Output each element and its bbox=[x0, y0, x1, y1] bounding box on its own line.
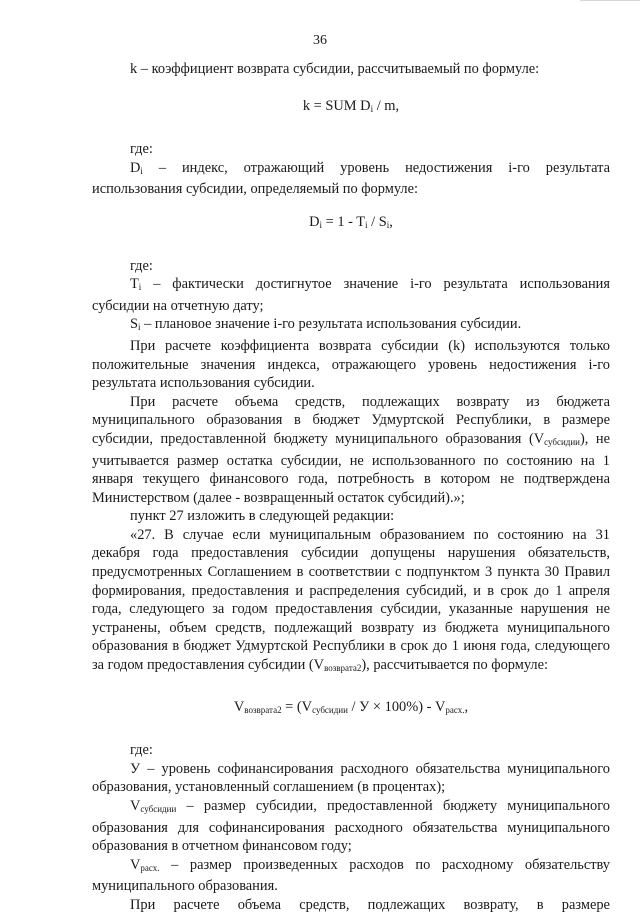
last-line-word: При bbox=[130, 896, 156, 913]
d-definition: $D_i$ – индекс, отражающий уровень недостижения i-го результата использования субсидии, определяемый по формуле: bbox=[92, 159, 610, 198]
where-label-3: где: bbox=[130, 742, 153, 759]
last-line-word: расчете bbox=[173, 896, 220, 913]
s-definition: $S_i$ – плановое значение i-го результата использования субсидии. bbox=[130, 316, 522, 333]
where-label-2: где: bbox=[130, 257, 153, 274]
document-body bbox=[92, 60, 610, 915]
point27-paragraph: «27. В случае если муниципальным образованием по состоянию на 31 декабря года предоставления субсидии допущены нарушения обязательств, предусмотренных Соглашением в соответствии с подпунктом 3 пункта 30 Правил формирования, предоставления и распределения субсидий, и в срок до 1 апреля года, следующего за годом предоставления субсидии, указанные нарушения не устранены, объем средств, подлежащий возврату из бюджета муниципального образования в бюджет Удмуртской Республики в срок до 1 июня года, следующего за годом предоставления субсидии $(V_{возврата2})$, рассчитывается по формуле: bbox=[92, 526, 610, 674]
last-line-word: средств, bbox=[299, 896, 350, 913]
formula-d: $D_i = 1 - T_i / S_i$, bbox=[309, 213, 393, 230]
k-intro-paragraph: k – коэффициент возврата субсидии, рассчитываемый по формуле: bbox=[130, 61, 540, 77]
where-label-1: где: bbox=[130, 141, 153, 158]
k-calculation-paragraph: При расчете коэффициента возврата субсидии (k) используются только положительные значения индекса, отражающего уровень недостижения i-го результата использования субсидии. bbox=[92, 337, 610, 392]
last-line-word: подлежащих bbox=[367, 896, 446, 913]
last-line-word: размере bbox=[561, 896, 610, 913]
scan-edge-mark bbox=[580, 0, 640, 1]
vexpense-definition: $V_{расх.}$ – размер произведенных расходов по расходному обязательству муниципального образования. bbox=[92, 856, 610, 895]
y-definition: У – уровень софинансирования расходного обязательства муниципального образования, установленный соглашением (в процентах); bbox=[92, 760, 610, 796]
formula-v-return: $V_{возврата2} = (V_{субсидии} / У \times 100\%) - V_{расх.}$, bbox=[233, 698, 469, 715]
last-line-word: в bbox=[536, 896, 544, 913]
last-line-word: возврату, bbox=[463, 896, 519, 913]
formula-k: k = SUM $D_i$ / m, bbox=[302, 97, 400, 114]
t-definition: $T_i$ – фактически достигнутое значение i-го результата использования субсидии на отчетную дату; bbox=[92, 276, 610, 314]
point27-intro: пункт 27 изложить в следующей редакции: bbox=[130, 508, 395, 525]
page-number: 36 bbox=[313, 33, 327, 48]
last-line bbox=[92, 896, 610, 915]
last-line-word: объема bbox=[237, 896, 282, 913]
volume-calculation-paragraph: При расчете объема средств, подлежащих возврату из бюджета муниципального образования в бюджет Удмуртской Республики, в размере субсидии, предоставленной бюджету муниципального образования $(V_{субсидии})$, не учитывается размер остатка субсидии, не использованного по состоянию на 1 января текущего финансового года, потребность в котором не подтверждена Министерством (далее - возвращенный остаток субсидий).»; bbox=[92, 393, 611, 506]
vsubsidy-definition: $V_{субсидии}$ – размер субсидии, предоставленной бюджету муниципального образования для софинансирования расходного обязательства муниципального образования в отчетном финансовом году; bbox=[92, 798, 610, 855]
